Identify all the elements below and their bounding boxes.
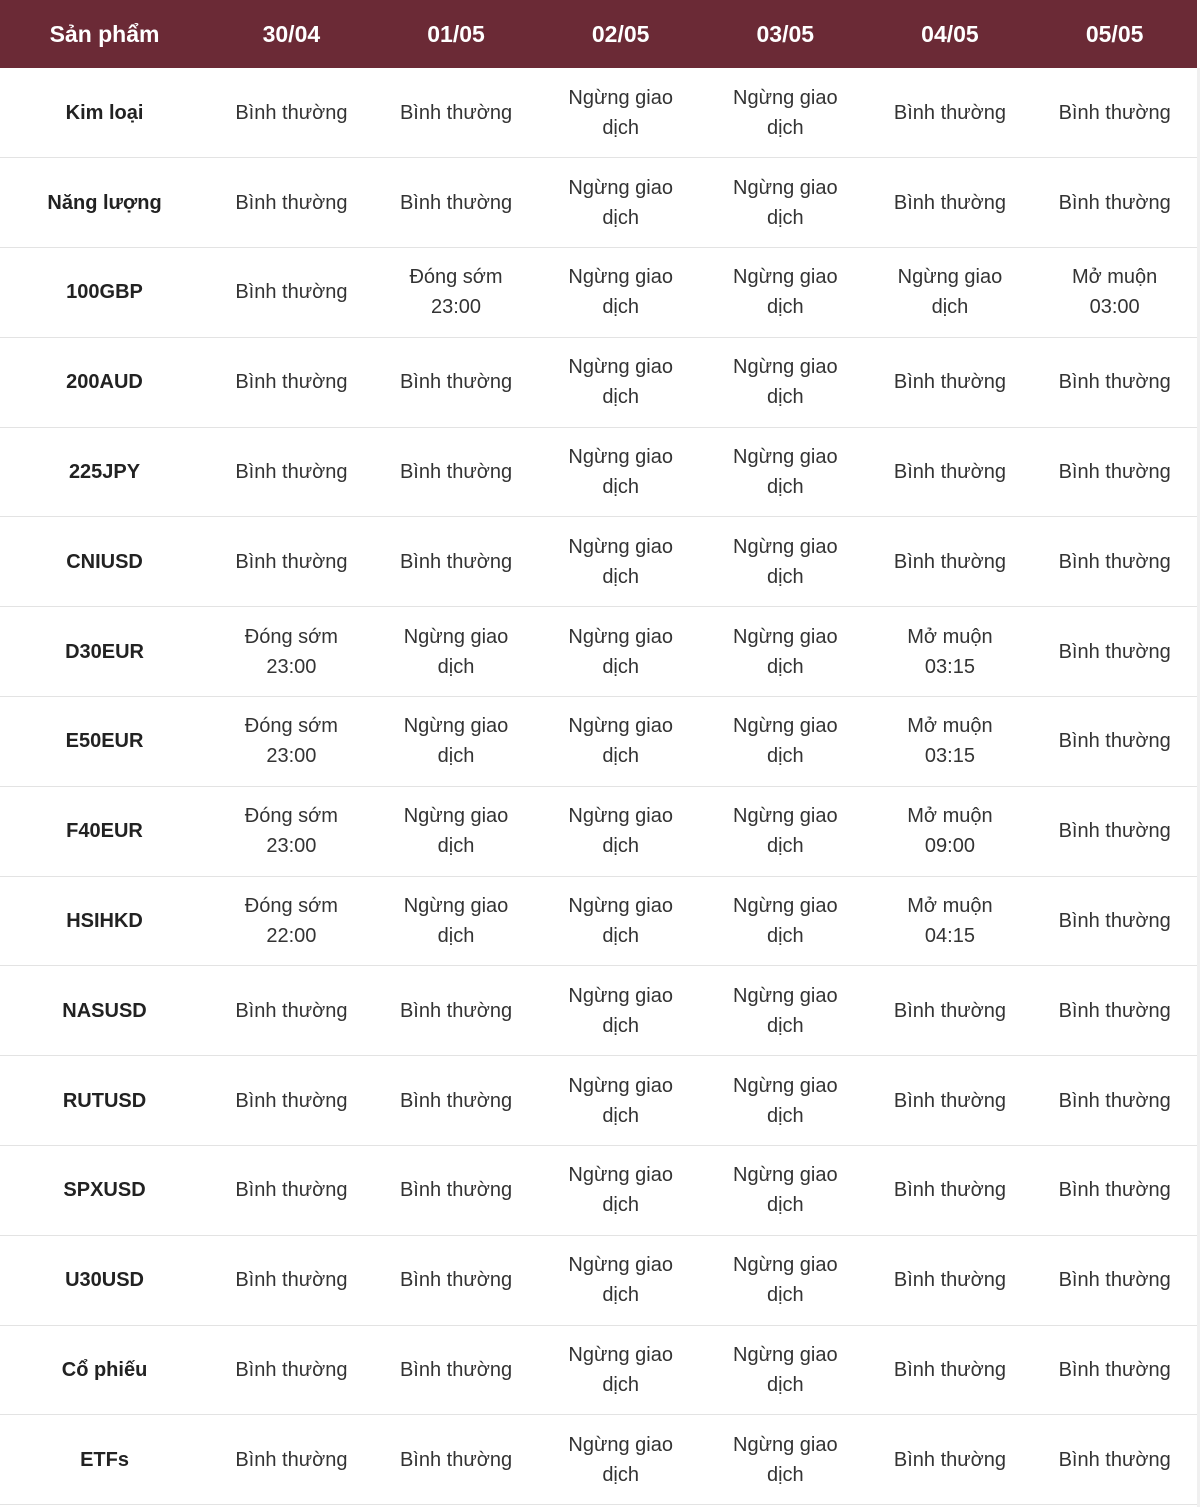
status-cell: Bình thường bbox=[399, 191, 513, 214]
status-cell: Bình thường bbox=[1058, 1359, 1171, 1382]
product-name-cell: 200AUD bbox=[66, 371, 143, 394]
status-cell: Ngừng giao dịch bbox=[568, 625, 673, 678]
table-row bbox=[0, 68, 1197, 158]
status-cell: Bình thường bbox=[399, 999, 513, 1022]
status-cell: Ngừng giao dịch bbox=[568, 535, 673, 588]
table-row bbox=[0, 697, 1197, 787]
header-row bbox=[0, 0, 1197, 68]
status-cell: Bình thường bbox=[399, 1448, 513, 1471]
table-row bbox=[0, 607, 1197, 697]
status-cell: Bình thường bbox=[235, 281, 348, 304]
table-row bbox=[0, 876, 1197, 966]
header-date-5: 04/05 bbox=[921, 20, 979, 47]
status-cell: Bình thường bbox=[399, 1269, 513, 1292]
product-name-cell: U30USD bbox=[65, 1269, 144, 1292]
status-cell: Bình thường bbox=[235, 1179, 348, 1202]
status-cell: Đóng sớm 23:00 bbox=[244, 715, 338, 768]
table-row bbox=[0, 427, 1197, 517]
table-row bbox=[0, 1056, 1197, 1146]
status-cell: Ngừng giao dịch bbox=[403, 715, 509, 768]
status-cell: Ngừng giao dịch bbox=[733, 176, 838, 229]
table-row bbox=[0, 1325, 1197, 1415]
status-cell: Bình thường bbox=[399, 371, 513, 394]
header-product: Sản phẩm bbox=[49, 20, 160, 47]
status-cell: Bình thường bbox=[893, 371, 1007, 394]
status-cell: Bình thường bbox=[893, 1269, 1007, 1292]
status-cell: Bình thường bbox=[235, 1359, 348, 1382]
status-cell: Bình thường bbox=[1058, 999, 1171, 1022]
status-cell: Bình thường bbox=[1058, 1269, 1171, 1292]
status-cell: Mở muộn 03:00 bbox=[1071, 266, 1158, 319]
status-cell: Bình thường bbox=[893, 550, 1007, 573]
header-date-2: 01/05 bbox=[427, 20, 485, 47]
product-name-cell: F40EUR bbox=[66, 820, 143, 843]
status-cell: Bình thường bbox=[399, 461, 513, 484]
status-cell: Ngừng giao dịch bbox=[733, 1344, 838, 1397]
header-date-6: 05/05 bbox=[1085, 20, 1144, 47]
status-cell: Ngừng giao dịch bbox=[403, 805, 509, 858]
status-cell: Bình thường bbox=[1058, 1089, 1171, 1112]
table-row bbox=[0, 1235, 1197, 1325]
status-cell: Bình thường bbox=[1058, 101, 1171, 124]
status-cell: Bình thường bbox=[1058, 191, 1171, 214]
status-cell: Bình thường bbox=[1058, 550, 1171, 573]
status-cell: Bình thường bbox=[893, 101, 1007, 124]
status-cell: Ngừng giao dịch bbox=[733, 446, 838, 499]
status-cell: Bình thường bbox=[399, 101, 513, 124]
status-cell: Ngừng giao dịch bbox=[568, 1433, 673, 1486]
status-cell: Ngừng giao dịch bbox=[733, 535, 838, 588]
product-name-cell: RUTUSD bbox=[62, 1089, 147, 1112]
table-header bbox=[0, 0, 1197, 68]
status-cell: Bình thường bbox=[399, 1359, 513, 1382]
status-cell: Bình thường bbox=[399, 1089, 513, 1112]
status-cell: Ngừng giao dịch bbox=[568, 356, 673, 409]
status-cell: Ngừng giao dịch bbox=[733, 86, 838, 139]
status-cell: Ngừng giao dịch bbox=[568, 1074, 673, 1127]
status-cell: Bình thường bbox=[235, 191, 348, 214]
status-cell: Bình thường bbox=[1058, 640, 1171, 663]
status-cell: Ngừng giao dịch bbox=[568, 715, 673, 768]
status-cell: Bình thường bbox=[1058, 730, 1171, 753]
product-name-cell: Kim loại bbox=[65, 101, 144, 124]
table-row bbox=[0, 248, 1197, 338]
table-row bbox=[0, 1146, 1197, 1236]
status-cell: Bình thường bbox=[235, 1089, 348, 1112]
table-row bbox=[0, 786, 1197, 876]
product-name-cell: Cổ phiếu bbox=[61, 1359, 148, 1382]
table-row bbox=[0, 517, 1197, 607]
status-cell: Ngừng giao dịch bbox=[733, 266, 838, 319]
status-cell: Ngừng giao dịch bbox=[733, 1164, 838, 1217]
status-cell: Bình thường bbox=[399, 1179, 513, 1202]
status-cell: Bình thường bbox=[235, 1448, 348, 1471]
product-name-cell: D30EUR bbox=[65, 640, 144, 663]
status-cell: Bình thường bbox=[1058, 910, 1171, 933]
status-cell: Bình thường bbox=[893, 1179, 1007, 1202]
product-name-cell: E50EUR bbox=[65, 730, 144, 753]
status-cell: Ngừng giao dịch bbox=[897, 266, 1003, 319]
status-cell: Ngừng giao dịch bbox=[568, 895, 673, 948]
status-cell: Ngừng giao dịch bbox=[733, 356, 838, 409]
table-row bbox=[0, 966, 1197, 1056]
table-row bbox=[0, 337, 1197, 427]
status-cell: Đóng sớm 23:00 bbox=[244, 805, 338, 858]
status-cell: Bình thường bbox=[893, 1089, 1007, 1112]
status-cell: Bình thường bbox=[1058, 1179, 1171, 1202]
status-cell: Ngừng giao dịch bbox=[403, 895, 509, 948]
product-name-cell: NASUSD bbox=[62, 999, 147, 1022]
status-cell: Bình thường bbox=[1058, 1448, 1171, 1471]
header-date-1: 30/04 bbox=[262, 20, 321, 47]
product-name-cell: ETFs bbox=[80, 1448, 129, 1471]
product-name-cell: 100GBP bbox=[66, 281, 143, 304]
header-date-3: 02/05 bbox=[591, 20, 650, 47]
status-cell: Ngừng giao dịch bbox=[568, 86, 673, 139]
status-cell: Bình thường bbox=[235, 550, 348, 573]
status-cell: Đóng sớm 23:00 bbox=[244, 625, 338, 678]
status-cell: Bình thường bbox=[235, 999, 348, 1022]
status-cell: Ngừng giao dịch bbox=[733, 715, 838, 768]
product-name-cell: HSIHKD bbox=[66, 910, 143, 933]
status-cell: Ngừng giao dịch bbox=[733, 1074, 838, 1127]
status-cell: Bình thường bbox=[1058, 371, 1171, 394]
product-name-cell: 225JPY bbox=[68, 461, 141, 484]
status-cell: Ngừng giao dịch bbox=[568, 1164, 673, 1217]
status-cell: Bình thường bbox=[893, 191, 1007, 214]
table-row bbox=[0, 158, 1197, 248]
status-cell: Ngừng giao dịch bbox=[733, 1433, 838, 1486]
status-cell: Bình thường bbox=[893, 1448, 1007, 1471]
status-cell: Bình thường bbox=[399, 550, 513, 573]
status-cell: Bình thường bbox=[893, 999, 1007, 1022]
table-body bbox=[0, 68, 1197, 1505]
status-cell: Ngừng giao dịch bbox=[568, 1254, 673, 1307]
status-cell: Mở muộn 03:15 bbox=[907, 625, 993, 678]
status-cell: Ngừng giao dịch bbox=[733, 895, 838, 948]
status-cell: Ngừng giao dịch bbox=[568, 266, 673, 319]
product-name-cell: SPXUSD bbox=[63, 1179, 146, 1202]
table-row bbox=[0, 1415, 1197, 1505]
status-cell: Đóng sớm 23:00 bbox=[409, 266, 503, 319]
status-cell: Mở muộn 04:15 bbox=[907, 895, 993, 948]
product-name-cell: CNIUSD bbox=[66, 550, 143, 573]
status-cell: Ngừng giao dịch bbox=[568, 984, 673, 1037]
status-cell: Bình thường bbox=[235, 101, 348, 124]
status-cell: Bình thường bbox=[235, 461, 348, 484]
status-cell: Ngừng giao dịch bbox=[733, 1254, 838, 1307]
header-date-4: 03/05 bbox=[756, 20, 815, 47]
status-cell: Bình thường bbox=[1058, 461, 1171, 484]
status-cell: Bình thường bbox=[893, 1359, 1007, 1382]
status-cell: Bình thường bbox=[235, 371, 348, 394]
status-cell: Mở muộn 03:15 bbox=[907, 715, 993, 768]
status-cell: Đóng sớm 22:00 bbox=[244, 895, 338, 948]
status-cell: Ngừng giao dịch bbox=[733, 625, 838, 678]
product-name-cell: Năng lượng bbox=[47, 191, 162, 214]
status-cell: Ngừng giao dịch bbox=[403, 625, 509, 678]
status-cell: Ngừng giao dịch bbox=[568, 1344, 673, 1397]
status-cell: Ngừng giao dịch bbox=[733, 805, 838, 858]
status-cell: Mở muộn 09:00 bbox=[907, 805, 993, 858]
status-cell: Ngừng giao dịch bbox=[733, 984, 838, 1037]
status-cell: Ngừng giao dịch bbox=[568, 446, 673, 499]
status-cell: Ngừng giao dịch bbox=[568, 176, 673, 229]
status-cell: Bình thường bbox=[235, 1269, 348, 1292]
status-cell: Bình thường bbox=[893, 461, 1007, 484]
status-cell: Ngừng giao dịch bbox=[568, 805, 673, 858]
status-cell: Bình thường bbox=[1058, 820, 1171, 843]
